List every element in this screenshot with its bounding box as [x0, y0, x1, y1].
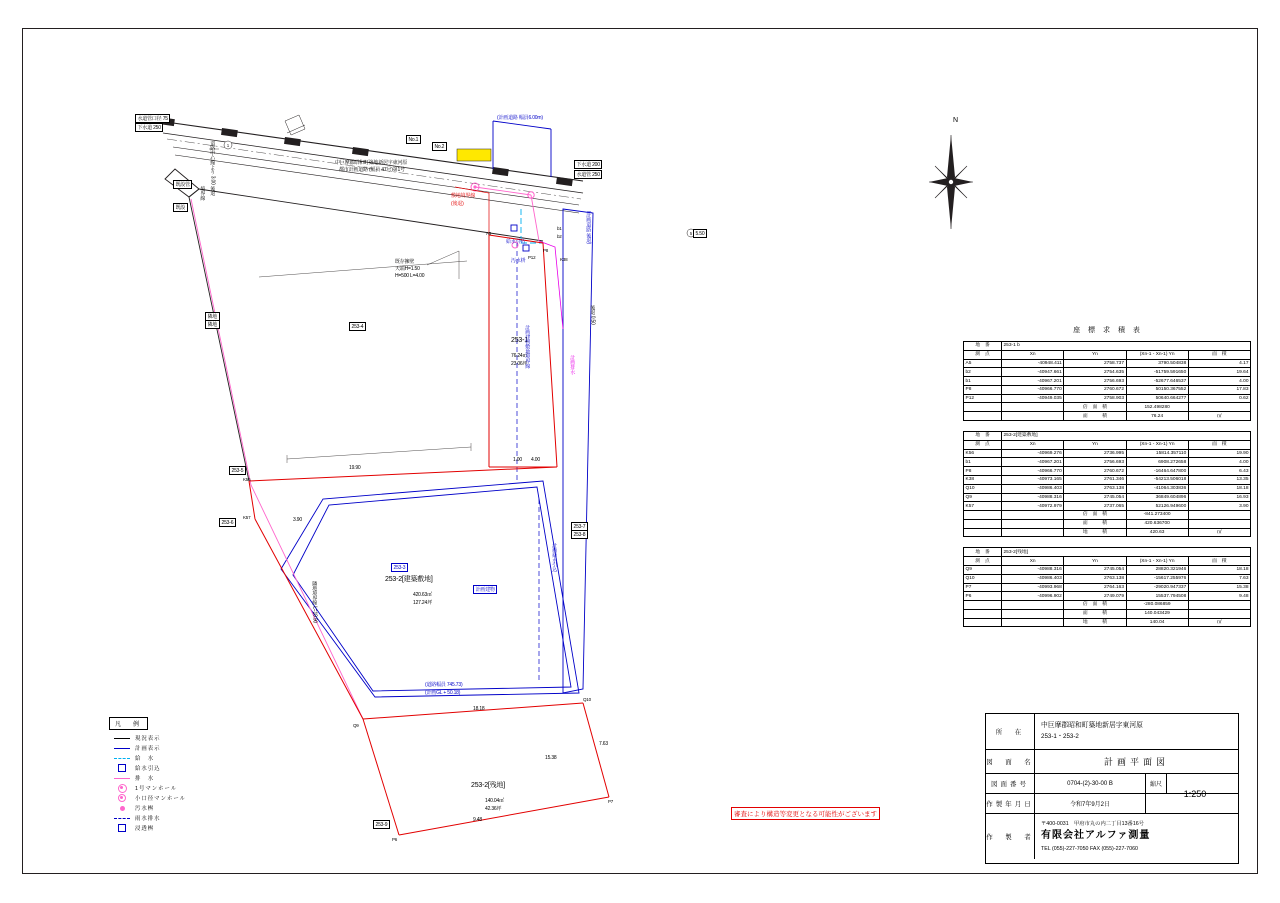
location-line-1: 中巨摩郡昭和町築地新居字東河原: [1041, 722, 1143, 730]
survey-point: P8: [543, 248, 549, 253]
legend-item: [109, 793, 259, 803]
adjacent-parcel-label: 253-8: [571, 530, 588, 539]
cell-area: 19.64: [1188, 368, 1250, 377]
cell-area: 4.17: [1188, 359, 1250, 368]
maker-zip: 〒400-0031 甲府市丸の内二丁目13番16号: [1041, 820, 1145, 827]
neighbor-label: 隣地: [205, 320, 220, 329]
planned-water-note: 計画給水引込: [551, 543, 558, 572]
adjacent-parcel-label: 253-5: [229, 466, 246, 475]
legend-label: 給 水: [135, 756, 155, 762]
total-label: 面 積: [1064, 609, 1126, 618]
cell-xn: -40949.035: [1002, 394, 1064, 403]
coord-table-253-1b: [963, 341, 1251, 421]
legend-item: [109, 813, 259, 823]
parcel-area: 420.63㎡: [413, 592, 432, 598]
maker-key: 作 製 者: [986, 814, 1035, 859]
dimension-label: 4.00: [531, 457, 540, 463]
cell-xn: -40972.979: [1002, 502, 1064, 511]
cell-formula: -29020.947337: [1126, 583, 1188, 592]
adjacent-parcel-label: 253-7: [571, 522, 588, 531]
table-row: [964, 493, 1251, 502]
cell-area: 4.00: [1188, 458, 1250, 467]
cell-formula: 6908.272658: [1126, 458, 1188, 467]
review-change-note: 審査により構造等変更となる可能性がございます: [731, 807, 880, 820]
cell-formula: -51759.591650: [1126, 368, 1188, 377]
cell-area: 9.48: [1188, 592, 1250, 601]
dimension-label: 3.90: [293, 517, 302, 523]
table-row: [964, 394, 1251, 403]
scale-key-2: [1145, 794, 1166, 813]
col-xn: Xn: [1002, 557, 1064, 566]
existing-pipe-label: 既設管: [173, 180, 192, 189]
cell-point: P7: [964, 583, 1002, 592]
survey-point: b2: [557, 234, 562, 239]
cell-point: K38: [964, 475, 1002, 484]
cell-point: P6: [964, 592, 1002, 601]
title-block-maker-row: [986, 814, 1238, 859]
total-value: -841.273400: [1126, 511, 1188, 520]
table-row: [964, 377, 1251, 386]
cell-formula: 3790.504838: [1126, 359, 1188, 368]
col-xn: Xn: [1002, 350, 1064, 359]
station-label: No.1: [406, 135, 421, 144]
table-row: [964, 583, 1251, 592]
cell-point: K56: [964, 449, 1002, 458]
title-block: [985, 713, 1239, 864]
table-row: [964, 458, 1251, 467]
boundary-line-note: 敷地境界線: [451, 193, 476, 199]
line-pink-icon: [109, 778, 135, 779]
planned-building-note: 計画建物: [473, 585, 497, 594]
cell-area: 4.00: [1188, 377, 1250, 386]
total-unit: ㎡: [1188, 412, 1250, 421]
total-label: 地 積: [1064, 528, 1126, 537]
chiban-key: 地 番: [964, 342, 1002, 351]
legend-label: 現況表示: [135, 736, 161, 742]
parcel-name-253-1: 253-1: [511, 337, 528, 344]
setback-note: (後退): [451, 201, 464, 207]
cell-yn: 2761.346: [1064, 475, 1126, 484]
cell-point: P8: [964, 467, 1002, 476]
cell-yn: 2754.635: [1064, 368, 1126, 377]
cell-yn: 2763.138: [1064, 574, 1126, 583]
line-black-icon: [109, 738, 135, 739]
dimension-label: 18.18: [473, 706, 485, 712]
sewage-box-icon: [109, 806, 135, 811]
col-area: 面 積: [1188, 350, 1250, 359]
drawing-number-value: 0704-(2)-30-00 B: [1067, 780, 1113, 787]
line-blue-dash-icon: [109, 818, 135, 819]
total-label: 地 積: [1064, 618, 1126, 627]
table-row: [964, 368, 1251, 377]
survey-point: P7: [608, 799, 614, 804]
existing-label: 既設: [173, 203, 188, 212]
dimension-label: 5.50: [693, 229, 707, 238]
cell-point: A5: [964, 359, 1002, 368]
chiban-key: 地 番: [964, 432, 1002, 441]
dimension-label: 7.63: [599, 741, 608, 747]
cell-area: 7.63: [1188, 574, 1250, 583]
cell-formula: -15617.255976: [1126, 574, 1188, 583]
location-line-2: 253-1・253-2: [1041, 732, 1079, 740]
cell-point: b1: [964, 377, 1002, 386]
col-area: 面 積: [1188, 557, 1250, 566]
cell-xn: -40966.770: [1002, 467, 1064, 476]
cell-formula: 15537.794508: [1126, 592, 1188, 601]
cell-xn: -40993.968: [1002, 583, 1064, 592]
planned-drain-note: 計画排水: [569, 355, 576, 375]
drawing-sheet: [22, 28, 1258, 874]
cell-point: Q9: [964, 565, 1002, 574]
dimension-label: 9.48: [473, 817, 482, 823]
cell-yn: 2756.693: [1064, 458, 1126, 467]
cell-xn: -40973.165: [1002, 475, 1064, 484]
legend-label: 浸透桝: [135, 826, 155, 832]
table-total-row: [964, 511, 1251, 520]
cell-xn: -40986.403: [1002, 484, 1064, 493]
total-value: 420.63: [1126, 528, 1188, 537]
cell-point: K57: [964, 502, 1002, 511]
cell-yn: 2758.737: [1064, 359, 1126, 368]
col-point: 測 点: [964, 557, 1002, 566]
dimension-label: 1.00: [513, 457, 522, 463]
legend-label: 排 水: [135, 776, 155, 782]
survey-point: K38: [560, 257, 568, 262]
scale-value-2: [1166, 794, 1222, 813]
title-block-drawing-row: [986, 750, 1238, 774]
north-label: N: [953, 117, 958, 124]
cell-formula: 52126.949600: [1126, 502, 1188, 511]
title-block-number-row: [986, 774, 1238, 799]
cell-formula: 50640.664277: [1126, 394, 1188, 403]
parcel-area-tsubo: 42.36坪: [485, 806, 502, 812]
total-value: 76.24: [1126, 412, 1188, 421]
planned-gl-note: (計画GL + 50.18): [425, 690, 461, 696]
cell-formula: 15814.357110: [1126, 449, 1188, 458]
legend-label: 給水引込: [135, 766, 161, 772]
cell-xn: -40948.411: [1002, 359, 1064, 368]
maker-tel: TEL (055)-227-7050 FAX (055)-227-7060: [1041, 845, 1138, 852]
table-total-row: [964, 601, 1251, 610]
plan-label: 中巨摩郡昭和町築地新居字東河原: [335, 160, 408, 166]
legend-item: [109, 753, 259, 763]
line-blue-icon: [109, 748, 135, 749]
scale-value: 1:250: [1183, 789, 1207, 799]
cell-point: P12: [964, 394, 1002, 403]
cell-yn: 2736.995: [1064, 449, 1126, 458]
total-value: 140.04: [1126, 618, 1188, 627]
utility-label: 下水道 250: [135, 123, 163, 132]
manhole-small-icon: [109, 794, 135, 802]
total-value: 420.636700: [1126, 519, 1188, 528]
plan-label: 都市計画道路 (幅員 47号)第1号: [339, 167, 405, 173]
legend-item: [109, 823, 259, 833]
cell-yn: 2763.138: [1064, 484, 1126, 493]
title-block-date-row: [986, 794, 1238, 814]
survey-point: K56: [243, 477, 251, 482]
legend-label: 小口径マンホール: [135, 796, 187, 802]
cell-area: 18.18: [1188, 565, 1250, 574]
tables-title: 座 標 求 積 表: [1073, 327, 1143, 334]
drawing-name-key: 図 面 名: [986, 750, 1035, 773]
total-value: -280.086859: [1126, 601, 1188, 610]
neighbor-label: 隣地: [205, 312, 220, 321]
cell-xn: -40967.201: [1002, 458, 1064, 467]
cell-xn: -40988.316: [1002, 565, 1064, 574]
table-row: [964, 484, 1251, 493]
drawing-number-key: 図面番号: [986, 774, 1035, 793]
total-label: 倍 面 積: [1064, 601, 1126, 610]
planned-setback-note: (計画道路 後退): [585, 211, 592, 244]
table-total-row: [964, 609, 1251, 618]
table-row: [964, 449, 1251, 458]
cell-xn: -40947.661: [1002, 368, 1064, 377]
survey-point: Q10: [583, 697, 591, 702]
cell-formula: 36849.604896: [1126, 493, 1188, 502]
cell-formula: -41064.303836: [1126, 484, 1188, 493]
cell-point: b1: [964, 458, 1002, 467]
maker-name: 有限会社アルファ測量: [1041, 830, 1151, 842]
col-point: 測 点: [964, 440, 1002, 449]
table-row: [964, 467, 1251, 476]
total-value: 152.498280: [1126, 403, 1188, 412]
date-key: 作製年月日: [986, 794, 1035, 813]
legend-item: [109, 773, 259, 783]
dimension-label: 15.38: [545, 755, 557, 761]
cell-formula: 50150.367552: [1126, 385, 1188, 394]
utility-label: 下水道 200: [574, 160, 602, 169]
cell-area: 17.83: [1188, 385, 1250, 394]
chiban-value: 253-2[建築敷地]: [1002, 432, 1251, 441]
legend-label: 雨水排水: [135, 816, 161, 822]
cell-point: Q10: [964, 484, 1002, 493]
cell-formula: -16464.647800: [1126, 467, 1188, 476]
total-label: 倍 面 積: [1064, 403, 1126, 412]
parcel-name-253-2-build: 253-2[建築敷地]: [385, 576, 433, 583]
road-width-note: (道路幅員 745.73): [425, 682, 463, 688]
total-label: 倍 面 積: [1064, 511, 1126, 520]
cell-area: 16.93: [1188, 493, 1250, 502]
title-block-location-row: [986, 714, 1238, 750]
cell-xn: -40969.276: [1002, 449, 1064, 458]
cell-point: P8: [964, 385, 1002, 394]
cell-yn: 2737.065: [1064, 502, 1126, 511]
cell-area: 13.35: [1188, 475, 1250, 484]
col-yn: Yn: [1064, 350, 1126, 359]
table-row: [964, 385, 1251, 394]
cell-point: Q10: [964, 574, 1002, 583]
cell-formula: -52677.646537: [1126, 377, 1188, 386]
square-blue-icon: [109, 764, 135, 772]
col-yn: Yn: [1064, 440, 1126, 449]
dimension-label: 19.90: [349, 465, 361, 471]
cell-yn: 2745.054: [1064, 565, 1126, 574]
total-unit: ㎡: [1188, 528, 1250, 537]
cell-yn: 2745.054: [1064, 493, 1126, 502]
cell-area: 3.90: [1188, 502, 1250, 511]
survey-point: b1: [557, 226, 562, 231]
parcel-area: 76.24㎡: [511, 353, 528, 359]
chiban-value: 253-1 b: [1002, 342, 1251, 351]
legend-item: [109, 803, 259, 813]
survey-point: P6: [392, 837, 398, 842]
setback-dimension-note: 後退 0.50: [589, 305, 596, 325]
survey-point: Q9: [353, 723, 359, 728]
table-row: [964, 502, 1251, 511]
col-xn: Xn: [1002, 440, 1064, 449]
retaining-wall-note: H=500 L=4.00: [395, 273, 425, 279]
legend-label: 計画表示: [135, 746, 161, 752]
coord-table-253-2-rest: [963, 547, 1251, 627]
scale-key: 縮尺: [1145, 774, 1167, 793]
adjacent-parcel-253-3: 253-3: [391, 563, 408, 572]
table-row: [964, 359, 1251, 368]
col-formula: (Xn-1 - Xn-1) Yn: [1126, 557, 1188, 566]
legend-header: 凡 例: [109, 717, 148, 730]
parcel-name-253-2-rest: 253-2[残地]: [471, 782, 505, 789]
cell-xn: -40996.902: [1002, 592, 1064, 601]
legend-item: [109, 783, 259, 793]
line-cyan-dash-icon: [109, 758, 135, 759]
table-total-row: [964, 403, 1251, 412]
drawing-name-value: 計画平面図: [1103, 757, 1169, 767]
adjacent-parcel-label: 253-6: [219, 518, 236, 527]
cell-point: b2: [964, 368, 1002, 377]
table-total-row: [964, 618, 1251, 627]
station-label: No.2: [432, 142, 447, 151]
total-unit: ㎡: [1188, 618, 1250, 627]
utility-label: 水道管口径 75: [135, 114, 170, 123]
retaining-wall-note: 天端H=1.50: [395, 266, 420, 272]
legend-item: [109, 763, 259, 773]
cell-yn: 2760.672: [1064, 385, 1126, 394]
parcel-area-tsubo: 23.06坪: [511, 361, 528, 367]
table-row: [964, 565, 1251, 574]
cell-area: 6.43: [1188, 467, 1250, 476]
cell-xn: -40986.403: [1002, 574, 1064, 583]
cell-yn: 2760.672: [1064, 467, 1126, 476]
road-center-setback-note: 道路中心線より 3.00 後退: [209, 141, 216, 196]
building-site-boundary-note: 計画建物敷地境界線: [524, 325, 531, 369]
chiban-value: 253-2[残地]: [1002, 548, 1251, 557]
location-key: 所 在: [986, 714, 1035, 749]
survey-point: K57: [243, 515, 251, 520]
water-intake-note: 給水引込: [506, 239, 526, 245]
total-label: 面 積: [1064, 412, 1126, 421]
legend-item: [109, 733, 259, 743]
survey-point: A5: [486, 231, 492, 236]
cell-xn: -40988.316: [1002, 493, 1064, 502]
utility-label: 水道管 250: [574, 170, 602, 179]
cell-formula: 28820.321946: [1126, 565, 1188, 574]
col-yn: Yn: [1064, 557, 1126, 566]
sewage-box-note: 汚水枡: [511, 258, 526, 264]
cell-point: Q9: [964, 493, 1002, 502]
coord-table-253-2-build: [963, 431, 1251, 537]
table-total-row: [964, 528, 1251, 537]
cell-area: 15.38: [1188, 583, 1250, 592]
cell-yn: 2764.163: [1064, 583, 1126, 592]
col-formula: (Xn-1 - Xn-1) Yn: [1126, 440, 1188, 449]
infiltration-box-icon: [109, 824, 135, 832]
cell-formula: -54213.506018: [1126, 475, 1188, 484]
cell-area: 18.18: [1188, 484, 1250, 493]
legend-item: [109, 743, 259, 753]
legend: [109, 717, 259, 833]
table-row: [964, 475, 1251, 484]
survey-point: P12: [528, 255, 536, 260]
parcel-area: 140.04㎡: [485, 798, 504, 804]
table-row: [964, 592, 1251, 601]
boundary-note: 境界線: [199, 186, 206, 201]
legend-label: 1号マンホール: [135, 786, 178, 792]
cell-area: 0.62: [1188, 394, 1250, 403]
svg-text:1: 1: [226, 143, 230, 148]
svg-text:5: 5: [689, 231, 693, 236]
cell-xn: -40967.201: [1002, 377, 1064, 386]
legend-label: 汚水桝: [135, 806, 155, 812]
col-area: 面 積: [1188, 440, 1250, 449]
adjacent-parcel-label: 253-9: [373, 820, 390, 829]
neighbor-boundary-note: 隣地境界線 L=19.90: [311, 581, 318, 624]
total-label: 面 積: [1064, 519, 1126, 528]
cell-xn: -40966.770: [1002, 385, 1064, 394]
retaining-wall-note: 既存擁壁: [395, 259, 415, 265]
col-formula: (Xn-1 - Xn-1) Yn: [1126, 350, 1188, 359]
table-total-row: [964, 412, 1251, 421]
cell-area: 19.90: [1188, 449, 1250, 458]
cell-yn: 2758.903: [1064, 394, 1126, 403]
total-value: 140.043429: [1126, 609, 1188, 618]
parcel-area-tsubo: 127.24坪: [413, 600, 432, 606]
table-total-row: [964, 519, 1251, 528]
north-arrow: [921, 117, 981, 237]
chiban-key: 地 番: [964, 548, 1002, 557]
col-point: 測 点: [964, 350, 1002, 359]
date-value: 令和7年9月2日: [1069, 802, 1110, 808]
cell-yn: 2756.693: [1064, 377, 1126, 386]
adjacent-parcel-253-4: 253-4: [349, 322, 366, 331]
table-row: [964, 574, 1251, 583]
cell-yn: 2749.079: [1064, 592, 1126, 601]
manhole-type1-icon: [109, 784, 135, 793]
planned-road-note: (計画道路 幅員6.00m): [497, 115, 543, 121]
coordinate-tables: [963, 325, 1253, 637]
